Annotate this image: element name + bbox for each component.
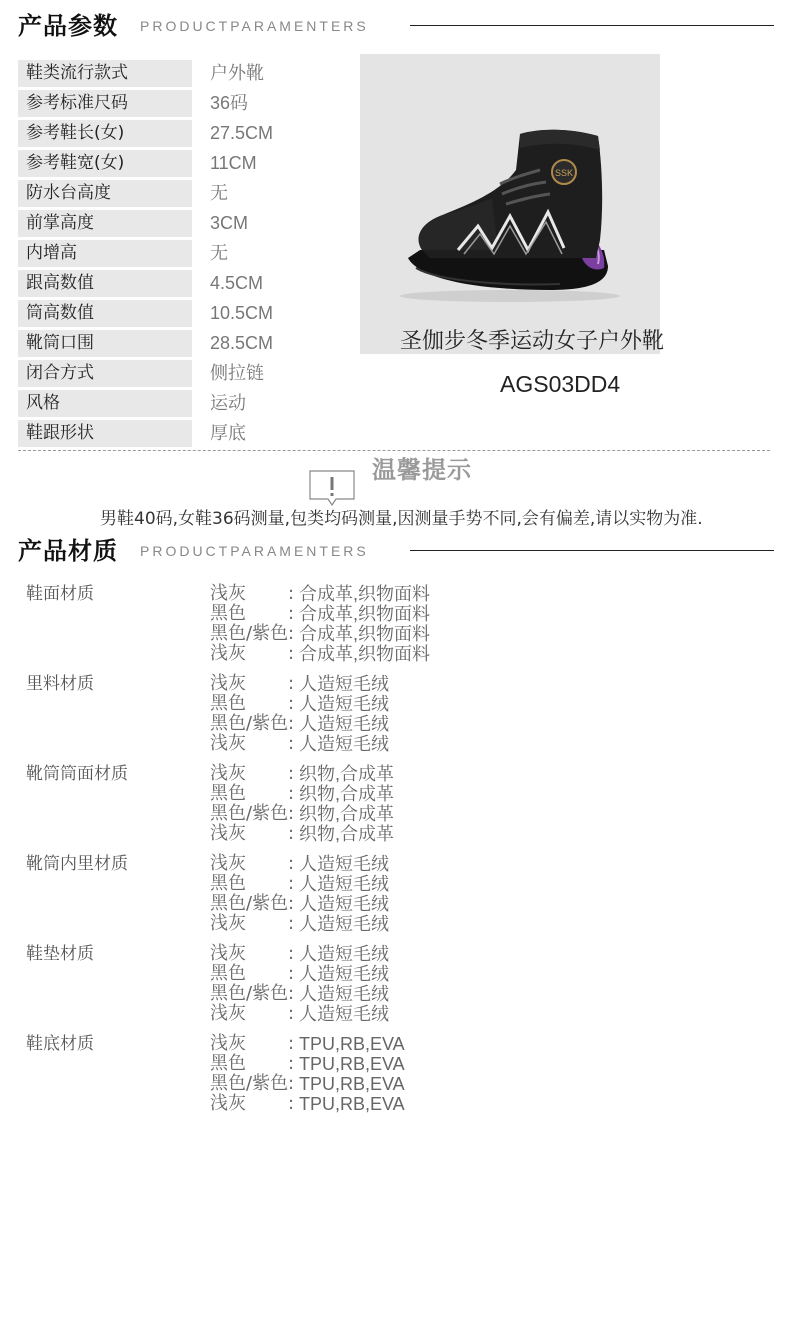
- exclamation-speech-bubble-icon: [309, 470, 355, 506]
- params-section-title: 产品参数: [18, 12, 118, 40]
- material-colon: :: [288, 643, 295, 664]
- param-value: 户外靴: [210, 63, 264, 83]
- material-value: 人造短毛绒: [299, 854, 389, 874]
- material-group: [18, 944, 758, 1034]
- param-label: 参考鞋宽(女): [18, 150, 192, 177]
- material-colon: :: [288, 943, 295, 964]
- material-colon: :: [288, 583, 295, 604]
- materials-section-header: [18, 536, 774, 566]
- section-divider-line: [410, 25, 774, 26]
- param-row: [18, 120, 338, 150]
- param-value: 无: [210, 243, 228, 263]
- param-row: [18, 360, 338, 390]
- material-colon: :: [288, 823, 295, 844]
- material-value: 织物,合成革: [299, 804, 395, 824]
- param-value: 27.5CM: [210, 123, 274, 143]
- param-row: [18, 300, 338, 330]
- material-colon: :: [288, 1073, 295, 1094]
- material-color: 浅灰: [210, 913, 246, 934]
- material-group: [18, 854, 758, 944]
- tip-text: 男鞋40码,女鞋36码测量,包类均码测量,因测量手势不同,会有偏差,请以实物为准.: [100, 509, 703, 529]
- material-color: 黑色/紫色: [210, 893, 289, 914]
- param-label: 前掌高度: [18, 210, 192, 237]
- param-row: [18, 180, 338, 210]
- dashed-divider: [18, 450, 770, 451]
- material-colon: :: [288, 693, 295, 714]
- material-label: 鞋面材质: [26, 584, 94, 604]
- material-value: 人造短毛绒: [299, 964, 389, 984]
- material-group: [18, 674, 758, 764]
- param-value: 厚底: [210, 423, 246, 443]
- material-colon: :: [288, 673, 295, 694]
- param-row: [18, 390, 338, 420]
- material-colon: :: [288, 623, 295, 644]
- param-value: 4.5CM: [210, 273, 264, 293]
- material-colon: :: [288, 1053, 295, 1074]
- param-row: [18, 150, 338, 180]
- material-color: 浅灰: [210, 823, 246, 844]
- param-label: 筒高数值: [18, 300, 192, 327]
- material-value: 人造短毛绒: [299, 944, 389, 964]
- param-value: 28.5CM: [210, 333, 274, 353]
- param-value: 36码: [210, 93, 249, 113]
- tip-title: 温馨提示: [372, 456, 472, 484]
- materials-list: [18, 584, 758, 1124]
- material-color: 黑色: [210, 963, 246, 984]
- param-value: 侧拉链: [210, 363, 264, 383]
- material-value: 人造短毛绒: [299, 694, 389, 714]
- material-value: 合成革,织物面料: [299, 604, 431, 624]
- material-value: 合成革,织物面料: [299, 644, 431, 664]
- param-label: 跟高数值: [18, 270, 192, 297]
- material-value: 人造短毛绒: [299, 914, 389, 934]
- param-value: 3CM: [210, 213, 249, 233]
- material-value: 织物,合成革: [299, 784, 395, 804]
- params-section-header: [18, 11, 774, 41]
- material-colon: :: [288, 983, 295, 1004]
- param-label: 鞋类流行款式: [18, 60, 192, 87]
- param-value: 运动: [210, 393, 246, 413]
- material-colon: :: [288, 1093, 295, 1114]
- logo-text: SSK: [554, 168, 574, 178]
- material-color: 黑色: [210, 1053, 246, 1074]
- material-group: [18, 584, 758, 674]
- param-label: 内增高: [18, 240, 192, 267]
- materials-section-subtitle: PRODUCTPARAMENTERS: [140, 543, 369, 559]
- param-label: 风格: [18, 390, 192, 417]
- material-value: 人造短毛绒: [299, 874, 389, 894]
- param-label: 参考标准尺码: [18, 90, 192, 117]
- material-color: 黑色/紫色: [210, 713, 289, 734]
- boot-illustration: [360, 54, 660, 354]
- product-code: AGS03DD4: [500, 371, 621, 397]
- material-label: 里料材质: [26, 674, 94, 694]
- material-value: 人造短毛绒: [299, 894, 389, 914]
- param-label: 鞋跟形状: [18, 420, 192, 447]
- material-colon: :: [288, 893, 295, 914]
- param-value: 11CM: [210, 153, 257, 173]
- param-row: [18, 210, 338, 240]
- material-value: 人造短毛绒: [299, 714, 389, 734]
- material-color: 黑色: [210, 873, 246, 894]
- material-color: 浅灰: [210, 1003, 246, 1024]
- material-color: 黑色/紫色: [210, 1073, 289, 1094]
- product-photo: [360, 54, 660, 354]
- material-value: 合成革,织物面料: [299, 584, 431, 604]
- param-row: [18, 270, 338, 300]
- material-value: TPU,RB,EVA: [299, 1094, 405, 1114]
- material-color: 浅灰: [210, 673, 246, 694]
- materials-section-title: 产品材质: [18, 537, 118, 565]
- material-colon: :: [288, 1003, 295, 1024]
- material-label: 靴筒内里材质: [26, 854, 128, 874]
- material-value: 人造短毛绒: [299, 734, 389, 754]
- material-colon: :: [288, 803, 295, 824]
- material-label: 鞋垫材质: [26, 944, 94, 964]
- material-label: 鞋底材质: [26, 1034, 94, 1054]
- params-table: [18, 60, 338, 450]
- material-group: [18, 764, 758, 854]
- material-value: TPU,RB,EVA: [299, 1074, 405, 1094]
- param-row: [18, 60, 338, 90]
- param-label: 防水台高度: [18, 180, 192, 207]
- material-color: 浅灰: [210, 733, 246, 754]
- material-colon: :: [288, 733, 295, 754]
- param-value: 无: [210, 183, 228, 203]
- param-label: 靴筒口围: [18, 330, 192, 357]
- param-row: [18, 90, 338, 120]
- material-colon: :: [288, 963, 295, 984]
- material-label: 靴筒筒面材质: [26, 764, 128, 784]
- param-row: [18, 420, 338, 450]
- param-label: 参考鞋长(女): [18, 120, 192, 147]
- material-color: 浅灰: [210, 1033, 246, 1054]
- material-color: 黑色/紫色: [210, 623, 289, 644]
- material-color: 浅灰: [210, 763, 246, 784]
- material-colon: :: [288, 1033, 295, 1054]
- material-value: 织物,合成革: [299, 824, 395, 844]
- material-color: 浅灰: [210, 943, 246, 964]
- material-colon: :: [288, 873, 295, 894]
- material-color: 黑色/紫色: [210, 803, 289, 824]
- product-name: 圣伽步冬季运动女子户外靴: [400, 329, 665, 354]
- material-colon: :: [288, 713, 295, 734]
- material-value: 合成革,织物面料: [299, 624, 431, 644]
- param-label: 闭合方式: [18, 360, 192, 387]
- material-color: 浅灰: [210, 1093, 246, 1114]
- material-group: [18, 1034, 758, 1124]
- material-colon: :: [288, 913, 295, 934]
- param-row: [18, 240, 338, 270]
- material-color: 黑色/紫色: [210, 983, 289, 1004]
- material-value: 人造短毛绒: [299, 674, 389, 694]
- material-color: 黑色: [210, 783, 246, 804]
- material-value: 人造短毛绒: [299, 1004, 389, 1024]
- material-value: TPU,RB,EVA: [299, 1034, 405, 1054]
- material-color: 浅灰: [210, 853, 246, 874]
- params-section-subtitle: PRODUCTPARAMENTERS: [140, 18, 369, 34]
- material-colon: :: [288, 783, 295, 804]
- param-row: [18, 330, 338, 360]
- material-color: 黑色: [210, 603, 246, 624]
- material-value: 人造短毛绒: [299, 984, 389, 1004]
- param-value: 10.5CM: [210, 303, 274, 323]
- material-color: 浅灰: [210, 583, 246, 604]
- material-colon: :: [288, 763, 295, 784]
- material-value: 织物,合成革: [299, 764, 395, 784]
- material-colon: :: [288, 853, 295, 874]
- material-color: 黑色: [210, 693, 246, 714]
- material-color: 浅灰: [210, 643, 246, 664]
- section-divider-line: [410, 550, 774, 551]
- material-value: TPU,RB,EVA: [299, 1054, 405, 1074]
- material-colon: :: [288, 603, 295, 624]
